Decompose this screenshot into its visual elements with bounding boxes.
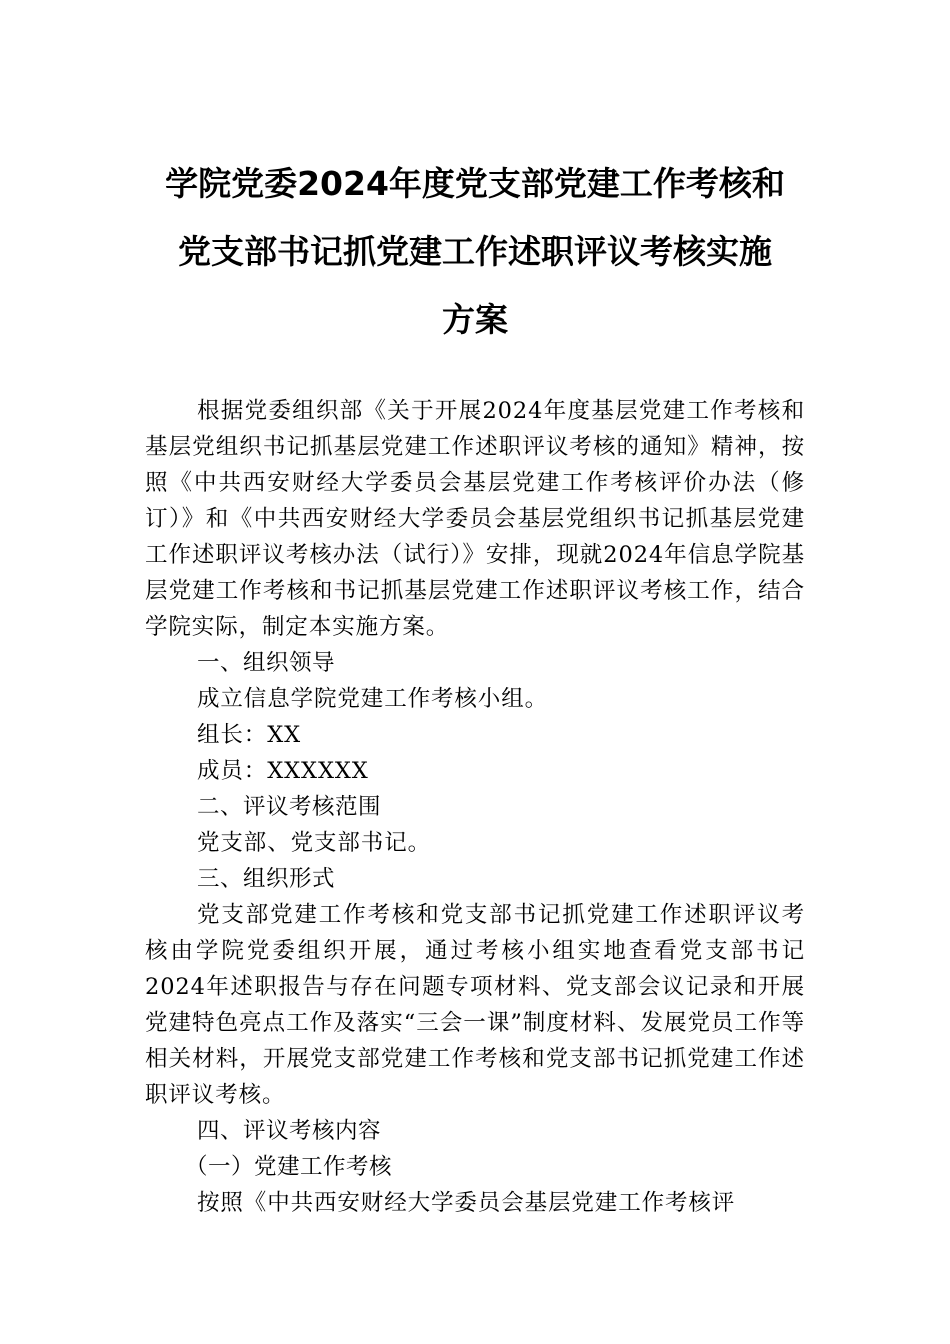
section-2-line-1: 党支部、党支部书记。 (197, 830, 432, 856)
section-2-heading: 二、评议考核范围 (197, 794, 382, 820)
title-line-3: 方案 (442, 300, 508, 339)
section-1-line-1: 成立信息学院党建工作考核小组。 (197, 686, 549, 712)
intro-paragraph: 根据党委组织部《关于开展2024年度基层党建工作考核和基层党组织书记抓基层党建工作述职评议考核的通知》精神，按照《中共西安财经大学委员会基层党建工作考核评价办法（修订）》和《中共西安财经大学委员会基层党组织书记抓基层党建工作述职评议考核办法（试行）》安排，现就2024年信息学院基层党建工作考核和书记抓基层党建工作述职评议考核工作，结合学院实际，制定本实施方案。 (145, 398, 805, 640)
section-3-heading: 三、组织形式 (197, 866, 336, 892)
section-1-heading: 一、组织领导 (197, 650, 336, 676)
section-4-heading: 四、评议考核内容 (197, 1118, 382, 1144)
title-line-1: 学院党委2024年度党支部党建工作考核和 (165, 164, 785, 203)
document-body (145, 393, 805, 1221)
section-4-subheading-1: （一）党建工作考核 (185, 1154, 393, 1180)
title-line-2: 党支部书记抓党建工作述职评议考核实施 (178, 232, 772, 271)
section-4-paragraph: 按照《中共西安财经大学委员会基层党建工作考核评 (197, 1190, 736, 1216)
section-1-leader: 组长：XX (197, 722, 302, 748)
section-3-paragraph: 党支部党建工作考核和党支部书记抓党建工作述职评议考核由学院党委组织开展，通过考核小组实地查看党支部书记2024年述职报告与存在问题专项材料、党支部会议记录和开展党建特色亮点工作及落实“三会一课”制度材料、发展党员工作等相关材料，开展党支部党建工作考核和党支部书记抓党建工作述职评议考核。 (145, 902, 805, 1108)
document-title (120, 150, 830, 354)
section-1-members: 成员：XXXXXX (197, 758, 369, 784)
